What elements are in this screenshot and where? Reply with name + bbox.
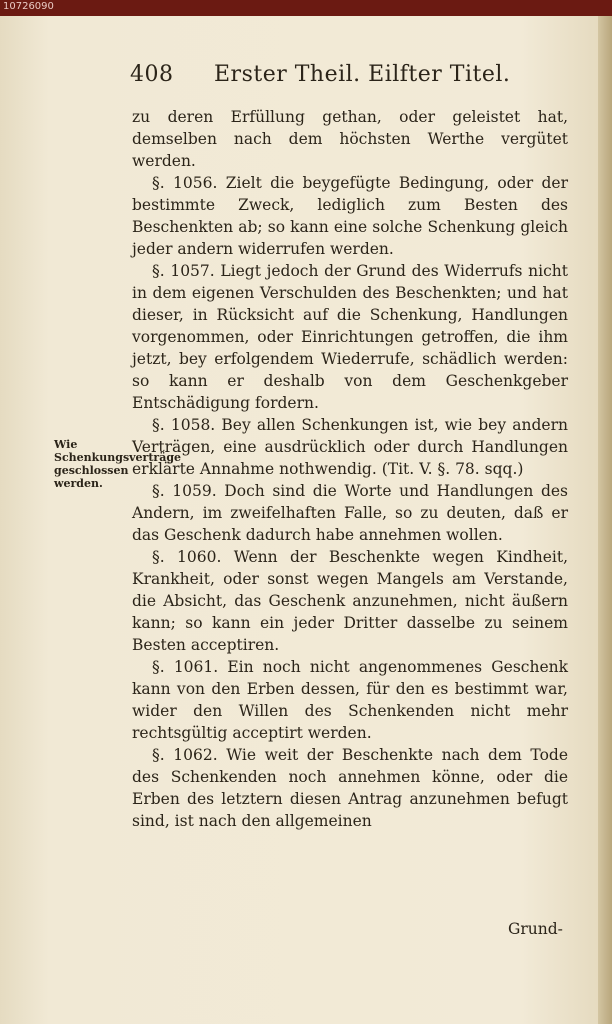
- page-body: [132, 106, 568, 832]
- paragraph: §. 1062. Wie weit der Beschenkte nach dem Tode des Schenkenden noch annehmen könne, oder die Erben des letztern diesen Antrag anzunehmen befugt sind, ist nach den allgemeinen: [132, 746, 568, 830]
- paragraph: §. 1061. Ein noch nicht angenommenes Geschenk kann von den Erben dessen, für den es bestimmt war, wider den Willen des Schenkenden nicht mehr rechtsgültig acceptirt werden.: [132, 658, 568, 742]
- running-title: Erster Theil. Eilfter Titel.: [214, 62, 511, 87]
- paragraph: §. 1056. Zielt die beygefügte Bedingung, oder der bestimmte Zweck, lediglich zum Besten des Beschenkten ab; so kann eine solche Schenkung gleich jeder andern widerrufen werden.: [132, 174, 568, 258]
- page-edge: [598, 16, 612, 1024]
- marginal-note: Wie Schenkungsverträge geschlossen werden.: [54, 438, 182, 490]
- scan-top-band: [0, 0, 612, 16]
- scan-id: 10726090: [3, 1, 54, 12]
- paragraph: §. 1059. Doch sind die Worte und Handlungen des Andern, im zweifelhaften Falle, so zu deuten, daß er das Geschenk dadurch habe annehmen wollen.: [132, 482, 568, 544]
- catchword: Grund-: [508, 920, 563, 938]
- paragraph: §. 1058. Bey allen Schenkungen ist, wie bey andern Verträgen, eine ausdrücklich oder durch Handlungen erklärte Annahme nothwendig. (Tit. V. §. 78. sqq.): [132, 416, 568, 478]
- page-number: 408: [130, 62, 174, 87]
- page-header: [130, 62, 570, 94]
- paragraph: §. 1057. Liegt jedoch der Grund des Widerrufs nicht in dem eigenen Verschulden des Beschenkten; und hat dieser, in Rücksicht auf die Schenkung, Handlungen vorgenommen, oder Einrichtungen getroffen, die ihm jetzt, bey erfolgendem Wiederrufe, schädlich werden: so kann er deshalb von dem Geschenkgeber Entschädigung fordern.: [132, 262, 568, 412]
- paragraph: §. 1060. Wenn der Beschenkte wegen Kindheit, Krankheit, oder sonst wegen Mangels am Verstande, die Absicht, das Geschenk anzunehmen, nicht äußern kann; so kann ein jeder Dritter dasselbe zu seinem Besten acceptiren.: [132, 548, 568, 654]
- paragraph: zu deren Erfüllung gethan, oder geleistet hat, demselben nach dem höchsten Werthe vergütet werden.: [132, 108, 568, 170]
